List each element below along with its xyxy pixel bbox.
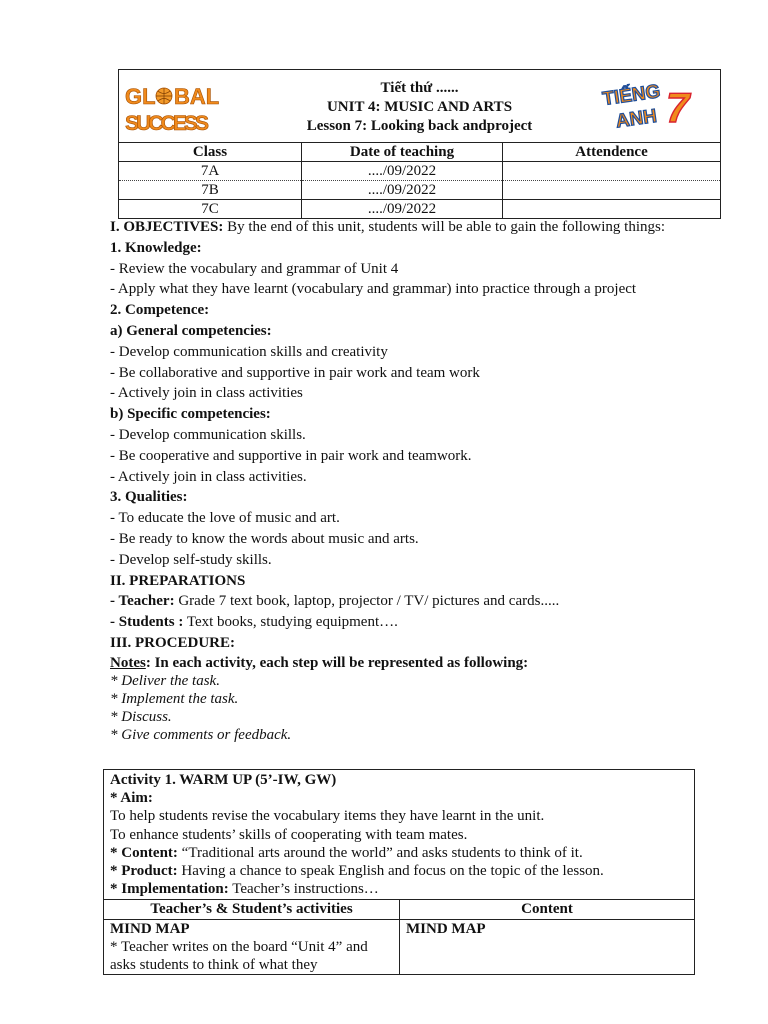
product-label: * Product: [110,863,178,880]
specific-item: - Be cooperative and supportive in pair work and teamwork. [110,447,472,464]
implementation-label: * Implementation: [110,881,229,898]
qualities-title: 3. Qualities: [110,489,188,506]
lesson-title: Lesson 7: Looking back andproject [306,117,533,134]
general-item: - Be collaborative and supportive in pair work and team work [110,364,480,381]
teacher-text: Grade 7 text book, laptop, projector / TV/ pictures and cards..... [174,593,560,610]
date-header: Date of teaching [302,143,503,162]
tieng-anh-7-logo [600,76,696,136]
aim-item: To enhance students’ skills of cooperating with team mates. [110,826,468,843]
logo-right-number: 7 [666,84,690,131]
teacher-label: - Teacher: [110,593,175,610]
notes-text: : In each activity, each step will be represented as following: [145,654,529,671]
attendence-cell [503,200,721,219]
activity-1-box [103,769,695,975]
activities-column-header: Teacher’s & Student’s activities [104,900,400,918]
content-column-header: Content [521,901,573,918]
mind-map-text: * Teacher writes on the board “Unit 4” and asks students to think of what they [110,938,368,974]
objectives-intro: By the end of this unit, students will be able to gain the following things: [223,219,665,235]
specific-item: - Actively join in class activities. [110,468,307,485]
class-table-header [119,143,721,162]
specific-item: - Develop communication skills. [110,426,306,443]
global-success-logo [123,80,220,136]
qualities-item: - To educate the love of music and art. [110,510,340,527]
date-cell: ..../09/2022 [302,162,503,181]
attendence-cell [503,181,721,200]
class-row [119,181,721,200]
class-header: Class [119,143,302,162]
objectives-paragraph [110,217,710,238]
logo-left-text-2: SUCCESS [125,112,209,135]
implementation-line [110,880,688,898]
activity-1-details [104,770,694,899]
knowledge-item: - Review the vocabulary and grammar of Unit 4 [110,260,399,277]
lesson-body [110,217,710,744]
unit-title: UNIT 4: MUSIC AND ARTS [326,98,513,115]
logo-left-text-1b: BAL [174,84,220,109]
product-line [110,862,688,880]
students-text: Text books, studying equipment…. [183,614,398,631]
objectives-title: I. OBJECTIVES: [110,219,224,235]
period-label: Tiết thứ ...... [380,79,459,96]
preparations-title: II. PREPARATIONS [110,572,246,589]
logo-left-text-1: GL [125,84,156,109]
students-label: - Students : [110,614,184,631]
content-label: * Content: [110,844,178,861]
attendence-cell [503,162,721,181]
procedure-step: * Discuss. [110,708,172,725]
lesson-header-table [118,69,721,219]
knowledge-title: 1. Knowledge: [110,239,202,256]
general-item: - Actively join in class activities [110,385,303,402]
general-competencies-title: a) General competencies: [110,322,272,339]
aim-item: To help students revise the vocabulary items they have learnt in the unit. [110,808,545,825]
procedure-step: * Give comments or feedback. [110,726,292,743]
notes-label: Notes [110,654,146,671]
qualities-item: - Develop self-study skills. [110,551,272,568]
activity-table-row [104,919,694,975]
class-cell: 7B [119,181,302,200]
specific-competencies-title: b) Specific competencies: [110,406,271,423]
logo-right-text-1: TIẾNG [601,81,662,111]
procedure-step: * Deliver the task. [110,672,220,689]
content-cell [400,920,694,975]
activity-table-header [104,899,694,918]
activities-cell [104,920,400,975]
class-cell: 7C [119,200,302,219]
attendence-header: Attendence [503,143,721,162]
knowledge-item: - Apply what they have learnt (vocabulary and grammar) into practice through a project [110,281,637,298]
competence-title: 2. Competence: [110,302,210,319]
implementation-text: Teacher’s instructions… [228,881,379,898]
mind-map-content-title: MIND MAP [406,920,486,937]
class-row [119,200,721,219]
product-text: Having a chance to speak English and focus on the topic of the lesson. [177,863,604,880]
content-text: “Traditional arts around the world” and asks students to think of it. [177,844,583,861]
aim-label: * Aim: [110,790,153,807]
procedure-step: * Implement the task. [110,690,239,707]
class-row [119,162,721,181]
notes-line [110,654,710,672]
qualities-item: - Be ready to know the words about music and arts. [110,530,419,547]
procedure-title: III. PROCEDURE: [110,634,236,651]
date-cell: ..../09/2022 [302,200,503,219]
mind-map-title: MIND MAP [110,920,190,937]
activity-1-title: Activity 1. WARM UP (5’-IW, GW) [110,772,337,788]
class-cell: 7A [119,162,302,181]
logo-right-text-2: ANH [614,105,659,133]
content-line [110,844,688,862]
lesson-header-cell [119,70,721,143]
students-preparation [110,612,710,633]
date-cell: ..../09/2022 [302,181,503,200]
teacher-preparation [110,591,710,612]
general-item: - Develop communication skills and creativity [110,343,388,360]
